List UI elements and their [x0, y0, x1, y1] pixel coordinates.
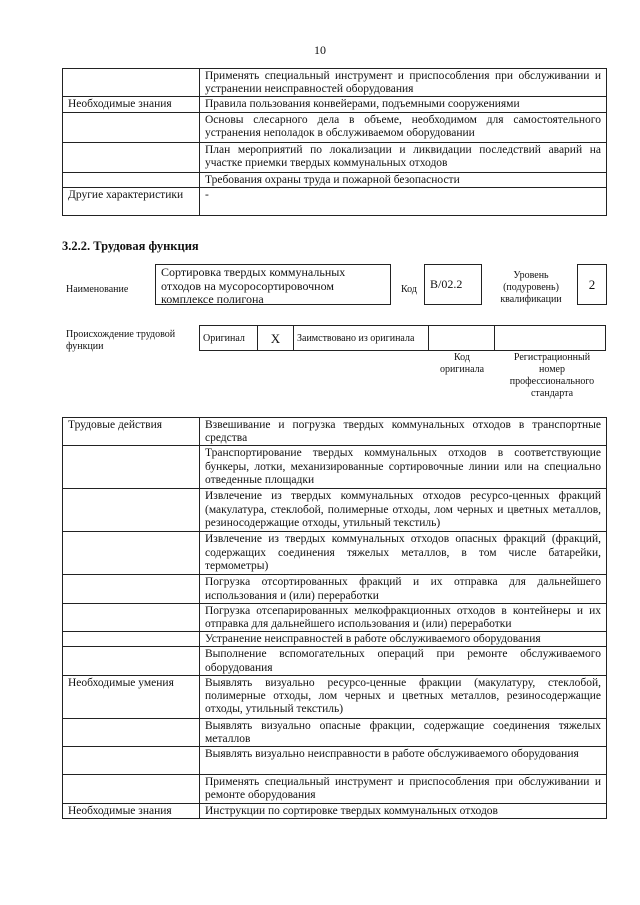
reg-number-cell — [495, 326, 606, 351]
row-text: План мероприятий по локализации и ликвидации последствий аварий на участке приемки твердых коммунальных отходов — [200, 142, 607, 172]
row-label: Другие характеристики — [63, 187, 200, 215]
table-row — [63, 489, 607, 532]
table-row — [63, 446, 607, 489]
origin-code-cell — [429, 326, 495, 351]
function-code-value: B/02.2 — [424, 264, 482, 305]
row-text: Устранение неисправностей в работе обслуживаемого оборудования — [200, 632, 607, 647]
row-label — [63, 69, 200, 97]
row-label: Трудовые действия — [63, 418, 200, 446]
table-row — [63, 418, 607, 446]
row-label: Необходимые умения — [63, 675, 200, 718]
function-name-value: Сортировка твердых коммунальных отходов на мусоросортировочном комплексе полигона — [155, 264, 391, 305]
row-label: Необходимые знания — [63, 97, 200, 112]
row-text: - — [200, 187, 607, 215]
code-label: Код — [401, 284, 417, 295]
row-text: Взвешивание и погрузка твердых коммунальных отходов в транспортные средства — [200, 418, 607, 446]
qualification-level-value: 2 — [577, 264, 607, 305]
row-label — [63, 632, 200, 647]
table-row — [63, 575, 607, 603]
qualification-level-label: Уровень (подуровень) квалификации — [500, 270, 562, 305]
row-label — [63, 489, 200, 532]
table-row — [63, 747, 607, 775]
row-label — [63, 142, 200, 172]
table-row — [63, 97, 607, 112]
table-row — [63, 647, 607, 675]
row-text: Применять специальный инструмент и приспособления при обслуживании и устранении неисправностей оборудования — [200, 69, 607, 97]
code-origin-label: Код оригинала — [439, 352, 485, 375]
row-text: Правила пользования конвейерами, подъемными сооружениями — [200, 97, 607, 112]
row-label — [63, 575, 200, 603]
row-label — [63, 446, 200, 489]
row-label — [63, 172, 200, 187]
original-mark: X — [258, 326, 294, 351]
row-text: Выполнение вспомогательных операций при ремонте обслуживаемого оборудования — [200, 647, 607, 675]
reg-number-label: Регистрационный номер профессионального стандарта — [509, 352, 595, 399]
origin-table — [199, 325, 606, 351]
table-row — [63, 775, 607, 803]
row-text: Выявлять визуально неисправности в работе обслуживаемого оборудования — [200, 747, 607, 775]
row-text: Основы слесарного дела в объеме, необходимом для самостоятельного устранения неполадок в обслуживаемом оборудовании — [200, 112, 607, 142]
table-row — [63, 603, 607, 631]
page-number: 10 — [314, 43, 326, 57]
row-text: Погрузка отсортированных фракций и их отправка для дальнейшего использования и (или) переработки — [200, 575, 607, 603]
table-row — [63, 69, 607, 97]
table-row — [63, 172, 607, 187]
original-label: Оригинал — [200, 326, 258, 351]
labor-actions-table — [62, 417, 607, 819]
table-row — [63, 675, 607, 718]
row-text: Извлечение из твердых коммунальных отходов опасных фракций (фракций, содержащих соединения тяжелых металлов, в том числе батарейки, термометры) — [200, 532, 607, 575]
table-row — [63, 187, 607, 215]
row-text: Погрузка отсепарированных мелкофракционных отходов в контейнеры и их отправка для дальнейшего использования и (или) переработки — [200, 603, 607, 631]
top-requirements-table — [62, 68, 607, 216]
row-text: Применять специальный инструмент и приспособления при обслуживании и ремонте оборудования — [200, 775, 607, 803]
row-text: Транспортирование твердых коммунальных отходов в соответствующие бункеры, лотки, механизированные сортировочные линии или на специально отведенные площадки — [200, 446, 607, 489]
row-label — [63, 603, 200, 631]
table-row — [63, 632, 607, 647]
row-label — [63, 112, 200, 142]
row-text: Инструкции по сортировке твердых коммунальных отходов — [200, 803, 607, 818]
row-label — [63, 647, 200, 675]
table-row — [63, 803, 607, 818]
row-label — [63, 532, 200, 575]
table-row — [63, 718, 607, 746]
section-heading: 3.2.2. Трудовая функция — [62, 239, 199, 253]
name-label: Наименование — [66, 284, 129, 295]
table-row — [200, 326, 606, 351]
row-label — [63, 775, 200, 803]
row-label — [63, 718, 200, 746]
row-label — [63, 747, 200, 775]
table-row — [63, 142, 607, 172]
table-row — [63, 532, 607, 575]
table-row — [63, 112, 607, 142]
row-text: Выявлять визуально ресурсо-ценные фракции (макулатуру, стеклобой, полимерные отходы, лом черных и цветных металлов, резиносодержащие отходы, утильный текстиль) — [200, 675, 607, 718]
row-text: Требования охраны труда и пожарной безопасности — [200, 172, 607, 187]
row-label: Необходимые знания — [63, 803, 200, 818]
origin-label: Происхождение трудовой функции — [66, 329, 176, 352]
row-text: Выявлять визуально опасные фракции, содержащие соединения тяжелых металлов — [200, 718, 607, 746]
row-text: Извлечение из твердых коммунальных отходов ресурсо-ценных фракций (макулатура, стеклобой, полимерные отходы, лом черных и цветных металлов, резиносодержащие отходы, утильный текстиль) — [200, 489, 607, 532]
borrowed-label: Заимствовано из оригинала — [294, 326, 429, 351]
